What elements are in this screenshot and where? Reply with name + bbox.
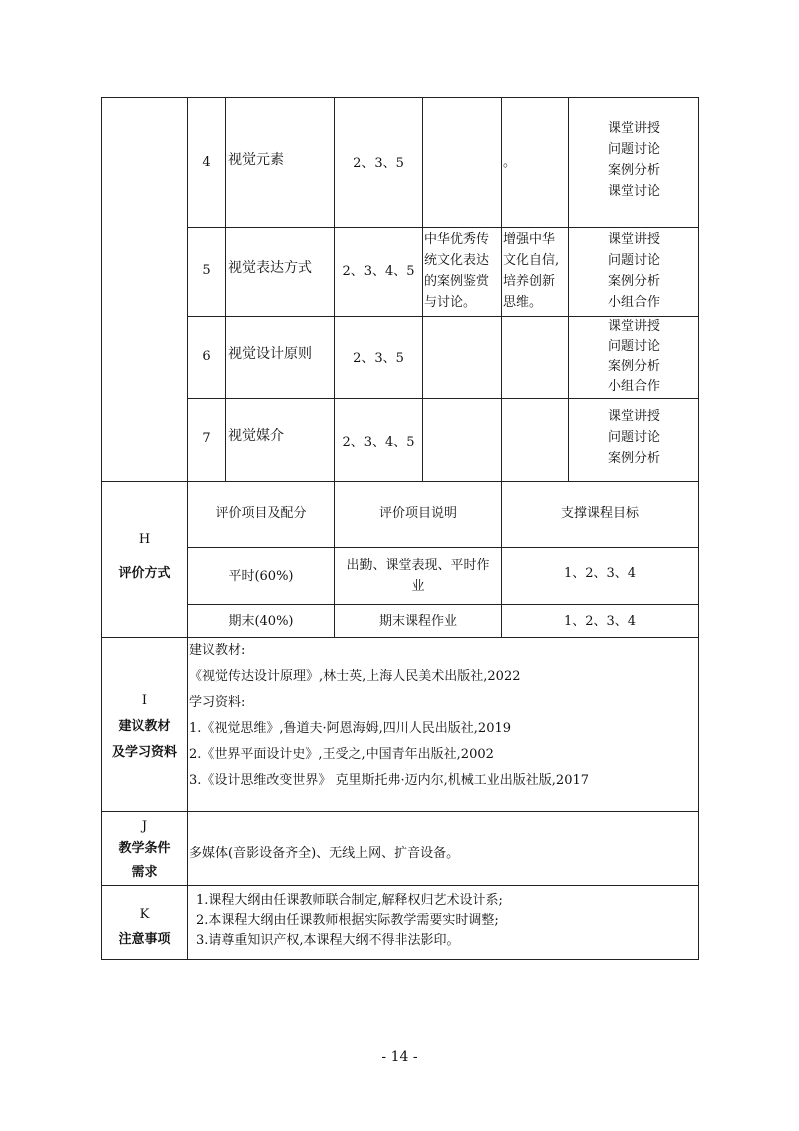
eval-item: 期末(40%)	[228, 614, 294, 629]
eval-desc: 期末课程作业	[378, 614, 457, 629]
row-objectives: 2、3、5	[353, 156, 404, 171]
reference-line: 学习资料:	[189, 695, 246, 710]
row-method: 问题讨论	[607, 339, 660, 354]
section-letter: I	[141, 693, 148, 708]
schedule-divider	[501, 97, 502, 481]
row-ideology-content: 的案例鉴赏	[424, 274, 490, 289]
row-number: 4	[202, 155, 211, 170]
section-divider	[101, 481, 699, 482]
row-method: 课堂讲授	[607, 409, 660, 424]
row-ideology-content: 中华优秀传	[424, 232, 490, 247]
row-method: 课堂讨论	[607, 184, 660, 199]
row-topic: 视觉设计原则	[228, 346, 312, 362]
eval-header: 支撑课程目标	[560, 506, 639, 521]
eval-targets: 1、2、3、4	[563, 566, 637, 581]
section-title: 及学习资料	[111, 745, 177, 760]
facility-requirements: 多媒体(音影设备齐全)、无线上网、扩音设备。	[189, 846, 460, 861]
page-number: - 14 -	[381, 1049, 418, 1065]
row-method: 案例分析	[607, 274, 660, 289]
eval-desc: 出勤、课堂表现、平时作	[346, 558, 490, 573]
section-letter: H	[138, 532, 151, 547]
row-method: 问题讨论	[607, 430, 660, 445]
schedule-divider	[225, 97, 226, 481]
row-topic: 视觉媒介	[228, 428, 284, 444]
row-topic: 视觉元素	[228, 152, 284, 168]
schedule-row-divider	[187, 227, 699, 228]
eval-row-divider	[187, 604, 699, 605]
section-letter: K	[139, 907, 150, 922]
schedule-row-divider	[187, 398, 699, 399]
notice-line: 2.本课程大纲由任课教师根据实际教学需要实时调整;	[196, 913, 499, 928]
reference-line: 建议教材:	[189, 643, 246, 658]
section-title: 教学条件	[118, 841, 171, 856]
reference-line: 2.《世界平面设计史》,王受之,中国青年出版社,2002	[189, 747, 494, 762]
schedule-divider	[422, 97, 423, 481]
eval-header: 评价项目及配分	[215, 506, 307, 521]
row-objectives: 2、3、4、5	[342, 264, 415, 279]
section-title: 建议教材	[118, 719, 171, 734]
section-divider	[101, 885, 699, 886]
row-objectives: 2、3、4、5	[342, 435, 415, 450]
eval-row-divider	[187, 547, 699, 548]
row-ideology-goal: 文化自信,	[503, 253, 560, 268]
row-number: 6	[202, 349, 211, 364]
reference-line: 1.《视觉思维》,鲁道夫·阿恩海姆,四川人民出版社,2019	[189, 721, 512, 736]
row-ideology-goal: 思维。	[503, 295, 543, 310]
eval-desc: 业	[411, 579, 425, 594]
row-method: 课堂讲授	[607, 121, 660, 136]
row-ideology-content: 与讨论。	[424, 295, 477, 310]
row-topic: 视觉表达方式	[228, 260, 312, 276]
section-divider	[101, 811, 699, 812]
row-ideology-goal: 增强中华	[503, 232, 556, 247]
row-method: 案例分析	[607, 163, 660, 178]
row-method: 小组合作	[607, 295, 660, 310]
section-title: 注意事项	[118, 932, 171, 947]
eval-targets: 1、2、3、4	[563, 614, 637, 629]
row-objectives: 2、3、5	[353, 351, 404, 366]
section-title: 需求	[131, 865, 158, 880]
section-letter: J	[141, 819, 148, 834]
section-title: 评价方式	[118, 566, 171, 581]
notice-line: 3.请尊重知识产权,本课程大纲不得非法影印。	[196, 933, 460, 948]
row-ideology-goal: 培养创新	[503, 274, 556, 289]
notice-line: 1.课程大纲由任课教师联合制定,解释权归艺术设计系;	[196, 893, 503, 908]
table-border-top	[101, 97, 699, 98]
row-method: 问题讨论	[607, 253, 660, 268]
row-method: 小组合作	[607, 379, 660, 394]
eval-header: 评价项目说明	[378, 506, 457, 521]
row-method: 案例分析	[607, 359, 660, 374]
row-ideology-goal: 。	[503, 155, 517, 170]
reference-line: 3.《设计思维改变世界》 克里斯托弗·迈内尔,机械工业出版社版,2017	[189, 773, 590, 788]
row-ideology-content: 统文化表达	[424, 253, 490, 268]
table-border-bottom	[101, 959, 699, 960]
row-method: 案例分析	[607, 451, 660, 466]
row-number: 7	[202, 431, 211, 446]
section-divider	[101, 637, 699, 638]
row-method: 问题讨论	[607, 142, 660, 157]
eval-item: 平时(60%)	[228, 569, 294, 584]
row-method: 课堂讲授	[607, 319, 660, 334]
row-number: 5	[202, 263, 211, 278]
reference-line: 《视觉传达设计原理》,林士英,上海人民美术出版社,2022	[189, 669, 521, 684]
row-method: 课堂讲授	[607, 232, 660, 247]
